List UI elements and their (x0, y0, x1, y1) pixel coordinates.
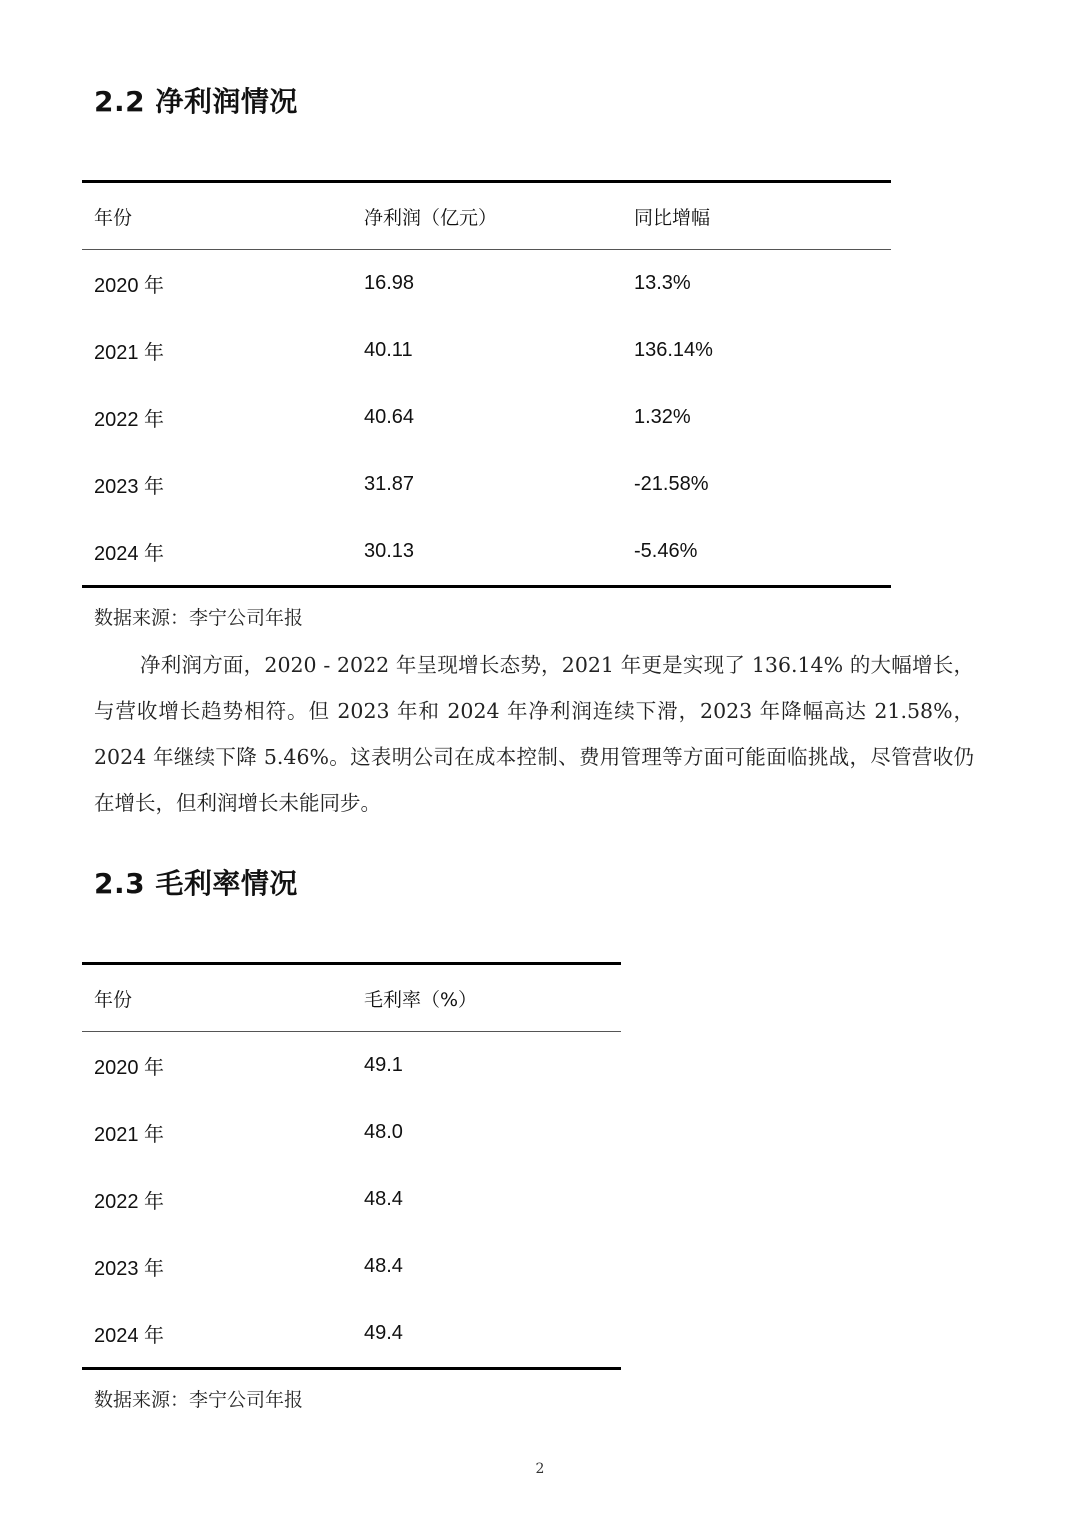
table-row (82, 1099, 621, 1166)
cell-yoy-growth: 1.32% (634, 406, 691, 428)
cell-year: 2020 年 (94, 1057, 165, 1079)
cell-gross-margin: 49.1 (364, 1054, 403, 1076)
table-row (82, 1166, 621, 1233)
section-title-net-profit: 2.2 净利润情况 (94, 85, 298, 118)
cell-gross-margin: 48.0 (364, 1121, 403, 1143)
data-source-note: 数据来源：李宁公司年报 (94, 1389, 304, 1411)
cell-year: 2021 年 (94, 342, 165, 364)
cell-yoy-growth: -5.46% (634, 540, 698, 562)
net-profit-table (82, 180, 891, 588)
cell-gross-margin: 49.4 (364, 1322, 403, 1344)
table-header-row (82, 964, 621, 1032)
header-year: 年份 (94, 988, 133, 1011)
cell-net-profit: 40.64 (364, 406, 415, 428)
table-row (82, 1233, 621, 1300)
cell-year: 2023 年 (94, 476, 165, 498)
data-source-note: 数据来源：李宁公司年报 (94, 607, 304, 629)
cell-year: 2020 年 (94, 275, 165, 297)
header-year: 年份 (94, 206, 133, 229)
table-row (82, 384, 891, 451)
header-net-profit: 净利润（亿元） (364, 206, 498, 229)
cell-year: 2022 年 (94, 1191, 165, 1213)
header-yoy-growth: 同比增幅 (634, 206, 711, 229)
header-gross-margin: 毛利率（%） (364, 988, 478, 1011)
section-title-gross-margin: 2.3 毛利率情况 (94, 867, 298, 900)
table-row (82, 1032, 621, 1100)
page-number: 2 (535, 1461, 545, 1477)
cell-year: 2021 年 (94, 1124, 165, 1146)
table-row (82, 518, 891, 587)
cell-gross-margin: 48.4 (364, 1188, 403, 1210)
table-row (82, 250, 891, 318)
table-row (82, 451, 891, 518)
cell-gross-margin: 48.4 (364, 1255, 403, 1277)
cell-net-profit: 40.11 (364, 339, 413, 361)
cell-year: 2022 年 (94, 409, 165, 431)
cell-year: 2024 年 (94, 543, 165, 565)
cell-yoy-growth: -21.58% (634, 473, 709, 495)
cell-year: 2024 年 (94, 1325, 165, 1347)
table-header-row (82, 182, 891, 250)
cell-net-profit: 31.87 (364, 473, 415, 495)
cell-yoy-growth: 13.3% (634, 272, 691, 294)
table-row (82, 317, 891, 384)
cell-net-profit: 16.98 (364, 272, 415, 294)
gross-margin-table (82, 962, 621, 1370)
cell-net-profit: 30.13 (364, 540, 415, 562)
cell-yoy-growth: 136.14% (634, 339, 713, 361)
table-row (82, 1300, 621, 1369)
net-profit-analysis-paragraph: 净利润方面，2020 - 2022 年呈现增长态势，2021 年更是实现了 136.14% 的大幅增长，与营收增长趋势相符。但 2023 年和 2024 年净利润连续下滑，2023 年降幅高达 21.58%，2024 年继续下降 5.46%。这表明公司在成本控制、费用管理等方面可能面临挑战，尽管营收仍在增长，但利润增长未能同步。 (94, 653, 974, 815)
cell-year: 2023 年 (94, 1258, 165, 1280)
